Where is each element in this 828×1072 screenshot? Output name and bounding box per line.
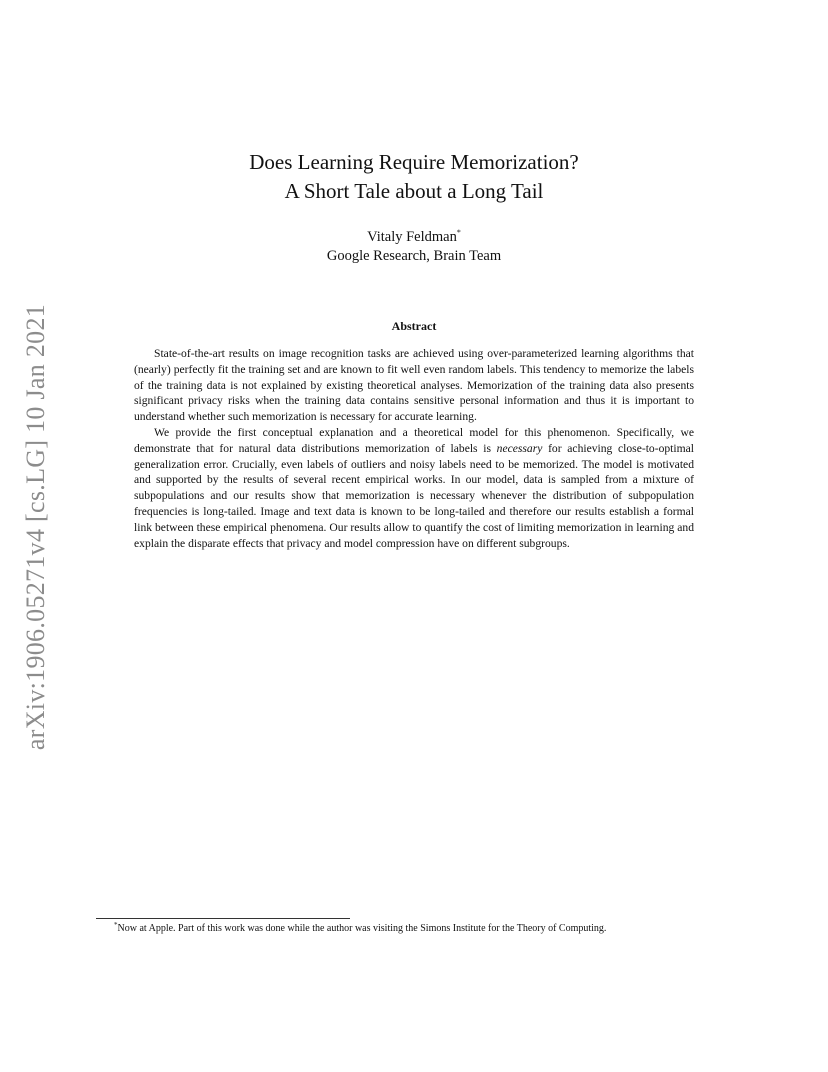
abstract-paragraph-1: State-of-the-art results on image recognition tasks are achieved using over-parameterized learning algorithms that (nearly) perfectly fit the training set and are known to fit well even random labels. This tendency to memorize the labels of the training data is not explained by existing theoretical analyses. Memorization of the training data also presents significant privacy risks when the training data contains sensitive personal information and thus it is important to understand whether such memorization is necessary for accurate learning. <box>134 347 694 424</box>
footnote-mark: * <box>114 921 118 929</box>
abstract-paragraph-2-part-2: for achieving close-to-optimal generalization error. Crucially, even labels of outliers and noisy labels need to be memorized. The model is motivated and supported by the results of several recent empirical works. In our model, data is sampled from a mixture of subpopulations and our results show that memorization is necessary whenever the distribution of subpopulation frequencies is long-tailed. Image and text data is known to be long-tailed and therefore our results establish a formal link between these empirical phenomena. Our results allow to quantify the cost of limiting memorization in learning and explain the disparate effects that privacy and model compression have on different subgroups. <box>134 441 695 550</box>
abstract-heading: Abstract <box>391 319 437 333</box>
paper-title <box>0 148 828 206</box>
title-line-1: Does Learning Require Memorization? <box>249 150 579 174</box>
footnote-text: Now at Apple. Part of this work was done while the author was visiting the Simons Institute for the Theory of Computing. <box>117 923 607 934</box>
title-line-2: A Short Tale about a Long Tail <box>284 179 544 203</box>
author-footnote-mark: * <box>456 228 461 237</box>
author-name: Vitaly Feldman <box>367 229 457 245</box>
abstract-body <box>134 346 694 551</box>
arxiv-identifier-stamp: arXiv:1906.05271v4 [cs.LG] 10 Jan 2021 <box>21 303 50 751</box>
footnote <box>114 922 734 936</box>
author-line <box>0 228 828 247</box>
abstract-emphasis: necessary <box>496 441 543 455</box>
author-block <box>0 228 828 266</box>
footnote-rule <box>96 918 350 919</box>
author-affiliation: Google Research, Brain Team <box>326 248 502 264</box>
abstract-paragraph-2-part-1: We provide the first conceptual explanation and a theoretical model for this phenomenon. Specifically, we demonstrate that for natural data distributions memorization of labels is <box>134 425 694 455</box>
abstract-paragraph-2 <box>134 425 694 551</box>
